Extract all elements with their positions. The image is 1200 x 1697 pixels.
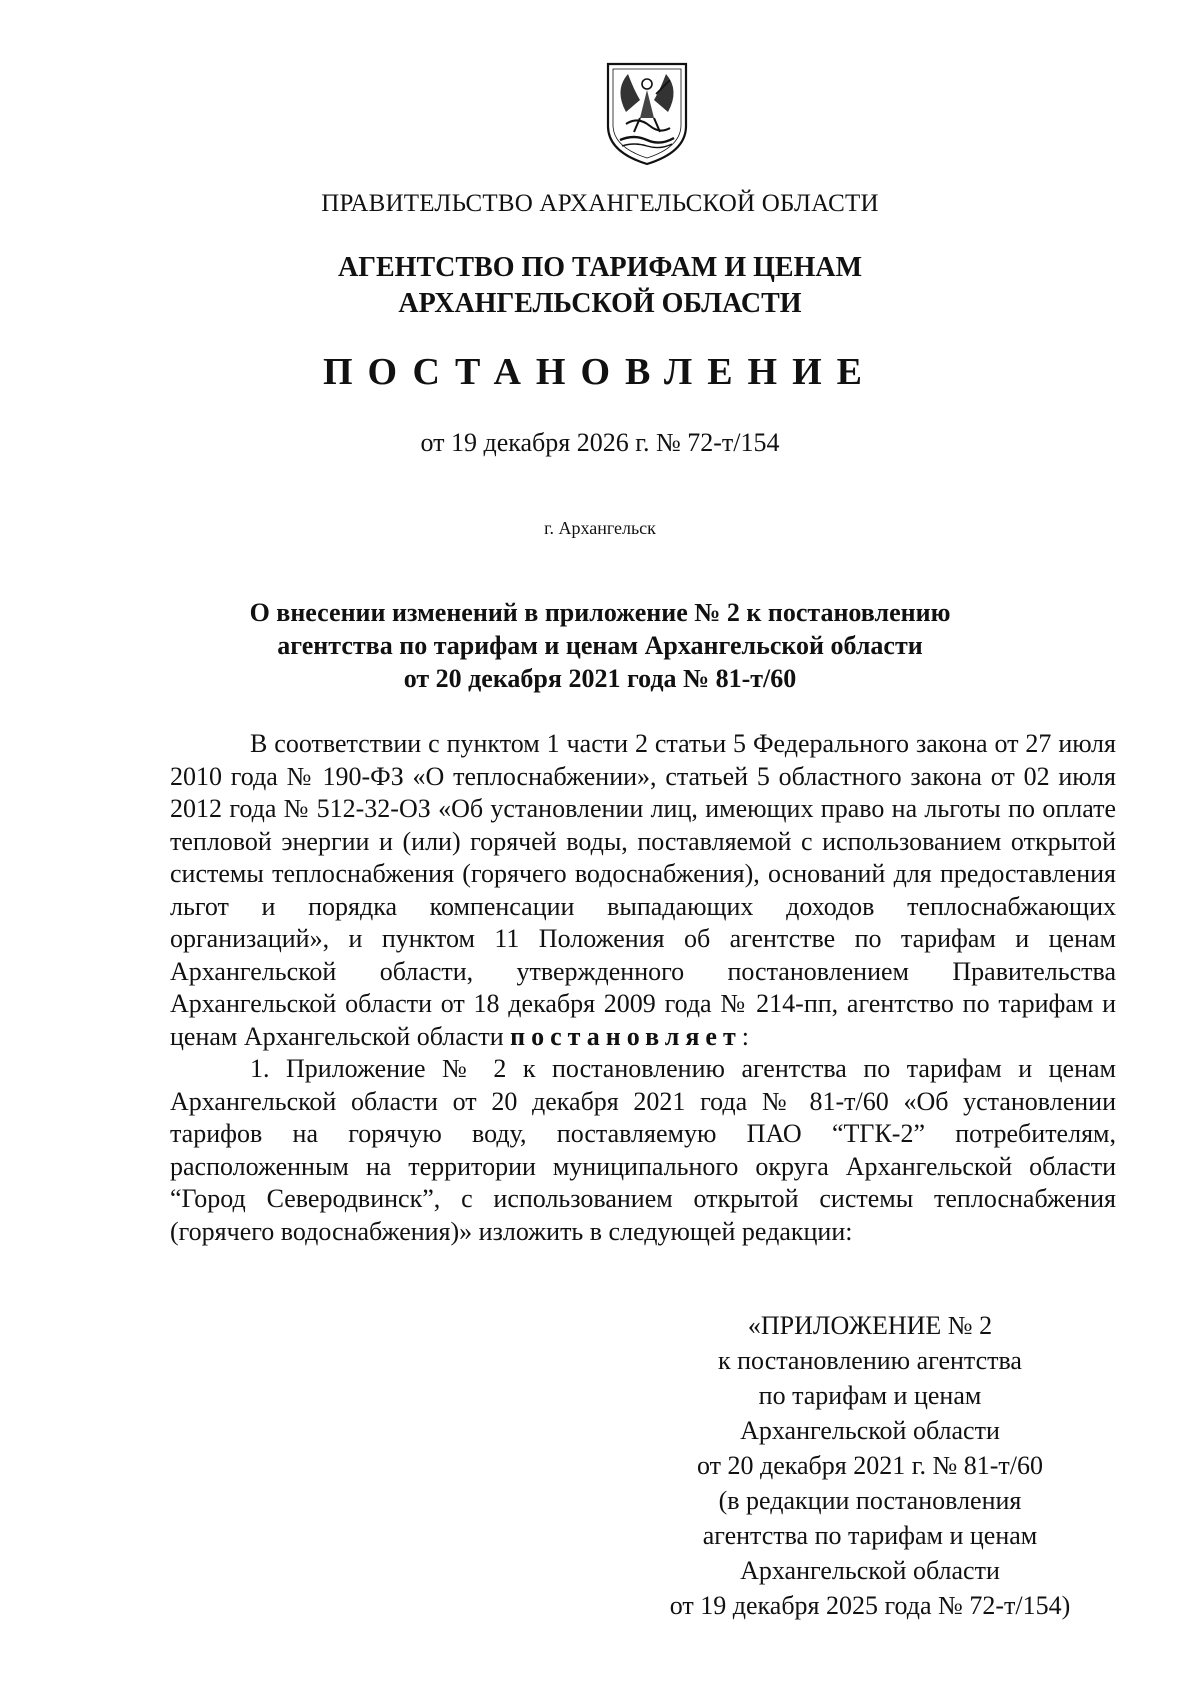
document-body — [170, 728, 1116, 1248]
appendix-line: Архангельской области — [740, 1416, 1000, 1445]
body-text: В соответствии с пунктом 1 части 2 статьи 5 Федерального закона от 27 июля 2010 года № 190-ФЗ «О теплоснабжении», статьей 5 областного закона от 02 июля 2012 года № 512-32-ОЗ «Об установлении лиц, имеющих право на льготы по оплате тепловой энергии и (или) горячей воды, поставляемой с использованием открытой системы теплоснабжения (горячего водоснабжения), оснований для предоставления льгот и порядка компенсации выпадающих доходов теплоснабжающих организаций», и пунктом 11 Положения об агентстве по тарифам и ценам Архангельской области, утвержденного постановлением Правительства Архангельской области от 18 декабря 2009 года № 214-пп, агентство по тарифам и ценам Архангельской области — [170, 729, 1116, 1051]
appendix-line: агентства по тарифам и ценам — [702, 1521, 1038, 1550]
title-line: от 20 декабря 2021 года № 81-т/60 — [403, 664, 797, 693]
appendix-line: «ПРИЛОЖЕНИЕ № 2 — [747, 1311, 993, 1340]
document-city: г. Архангельск — [544, 518, 656, 538]
appendix-line: от 20 декабря 2021 г. № 81-т/60 — [696, 1451, 1044, 1480]
body-paragraph — [170, 728, 1116, 1053]
coat-of-arms-icon — [604, 60, 690, 168]
document-title — [0, 596, 1200, 695]
appendix-line: к постановлению агентства — [718, 1346, 1022, 1375]
resolution-keyword: постановляет — [510, 1021, 742, 1051]
title-line: О внесении изменений в приложение № 2 к постановлению — [249, 598, 951, 627]
appendix-line: по тарифам и ценам — [758, 1381, 982, 1410]
government-name: ПРАВИТЕЛЬСТВО АРХАНГЕЛЬСКОЙ ОБЛАСТИ — [321, 190, 879, 217]
agency-name — [0, 250, 1200, 322]
appendix-line: (в редакции постановления — [718, 1486, 1022, 1515]
appendix-line: от 19 декабря 2025 года № 72-т/154) — [669, 1591, 1071, 1620]
agency-name-line: АРХАНГЕЛЬСКОЙ ОБЛАСТИ — [398, 288, 802, 319]
appendix-line: Архангельской области — [740, 1556, 1000, 1585]
body-punctuation: : — [741, 1021, 749, 1051]
body-paragraph: 1. Приложение № 2 к постановлению агентства по тарифам и ценам Архангельской области от 20 декабря 2021 года № 81-т/60 «Об установлении тарифов на горячую воду, поставляемую ПАО “ТГК-2” потребителям, расположенным на территории муниципального округа Архангельской области “Город Северодвинск”, с использованием открытой системы теплоснабжения (горячего водоснабжения)» изложить в следующей редакции: — [170, 1054, 1116, 1246]
appendix-header — [600, 1308, 1140, 1623]
title-line: агентства по тарифам и ценам Архангельской области — [277, 631, 923, 660]
agency-name-line: АГЕНТСТВО ПО ТАРИФАМ И ЦЕНАМ — [337, 252, 863, 283]
document-date-number: от 19 декабря 2026 г. № 72-т/154 — [420, 428, 780, 457]
document-type: ПОСТАНОВЛЕНИЕ — [322, 351, 878, 393]
